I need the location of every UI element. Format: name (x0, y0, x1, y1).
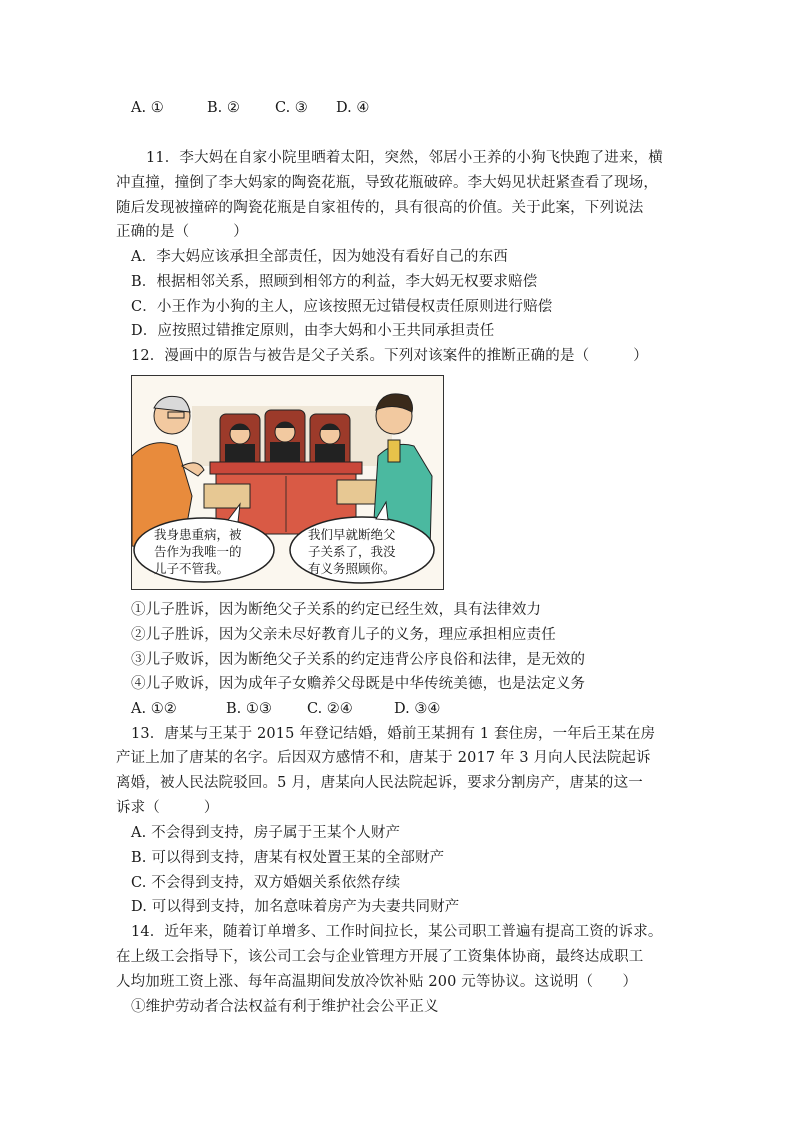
q13-stem-line: 产证上加了唐某的名字。后因双方感情不和，唐某于 2017 年 3 月向人民法院起诉 (116, 750, 651, 766)
courtroom-cartoon (131, 375, 444, 590)
q12-statement-1: ①儿子胜诉，因为断绝父子关系的约定已经生效，具有法律效力 (131, 602, 542, 618)
q14-stem-line: 人均加班工资上涨、每年高温期间发放冷饮补贴 200 元等协议。这说明（ ） (116, 974, 638, 990)
q13-option-b: B. 可以得到支持，唐某有权处置王某的全部财产 (131, 850, 445, 866)
q11-option-c: C．小王作为小狗的主人，应该按照无过错侵权责任原则进行赔偿 (131, 299, 553, 315)
q13-stem-line: 13．唐某与王某于 2015 年登记结婚，婚前王某拥有 1 套住房，一年后王某在房 (131, 726, 656, 742)
q12-statement-4: ④儿子败诉，因为成年子女赡养父母既是中华传统美德，也是法定义务 (131, 676, 586, 692)
option-a: A. ① (131, 100, 164, 116)
q13-option-c: C. 不会得到支持，双方婚姻关系依然存续 (131, 875, 401, 891)
option-c: C. ②④ (307, 701, 353, 717)
option-d: D. ③④ (394, 701, 441, 717)
option-d: D. ④ (336, 100, 370, 116)
q13-option-d: D. 可以得到支持，加名意味着房产为夫妻共同财产 (131, 899, 460, 915)
q11-stem-line: 冲直撞，撞倒了李大妈家的陶瓷花瓶，导致花瓶破碎。李大妈见状赶紧查看了现场， (116, 175, 659, 191)
q13-option-a: A. 不会得到支持，房子属于王某个人财产 (131, 825, 401, 841)
q13-stem-line: 诉求（ ） (116, 800, 219, 816)
q11-option-b: B．根据相邻关系，照顾到相邻方的利益，李大妈无权要求赔偿 (131, 274, 538, 290)
q13-stem-line: 离婚，被人民法院驳回。5 月，唐某向人民法院起诉，要求分割房产，唐某的这一 (116, 775, 643, 791)
son-speech-bubble: 我们早就断绝父 子关系了，我没 有义务照顾你。 (308, 527, 396, 576)
q14-stem-line: 在上级工会指导下，该公司工会与企业管理方开展了工资集体协商，最终达成职工 (116, 949, 644, 965)
q12-statement-3: ③儿子败诉，因为断绝父子关系的约定违背公序良俗和法律，是无效的 (131, 652, 586, 668)
father-speech-bubble: 我身患重病，被 告作为我唯一的 儿子不管我。 (154, 527, 242, 576)
q11-stem-line: 随后发现被撞碎的陶瓷花瓶是自家祖传的，具有很高的价值。关于此案，下列说法 (116, 200, 644, 216)
q11-stem-line: 正确的是（ ） (116, 224, 248, 240)
option-a: A. ①② (131, 701, 177, 717)
q12-options (131, 699, 440, 719)
q11-option-d: D．应按照过错推定原则，由李大妈和小王共同承担责任 (131, 323, 495, 339)
option-c: C. ③ (275, 100, 308, 116)
option-b: B. ② (207, 100, 240, 116)
q14-stem-line: 14．近年来，随着订单增多、工作时间拉长，某公司职工普遍有提高工资的诉求。 (131, 924, 663, 940)
q14-statement-1: ①维护劳动者合法权益有利于维护社会公平正义 (131, 999, 439, 1015)
q11-option-a: A．李大妈应该承担全部责任，因为她没有看好自己的东西 (131, 249, 508, 265)
q12-stem: 12．漫画中的原告与被告是父子关系。下列对该案件的推断正确的是（ ） (131, 348, 648, 364)
previous-question-options (131, 98, 369, 118)
option-b: B. ①③ (226, 701, 272, 717)
q11-stem-line: 11．李大妈在自家小院里晒着太阳，突然，邻居小王养的小狗飞快跑了进来，横 (146, 150, 663, 166)
q12-statement-2: ②儿子胜诉，因为父亲未尽好教育儿子的义务，理应承担相应责任 (131, 627, 556, 643)
